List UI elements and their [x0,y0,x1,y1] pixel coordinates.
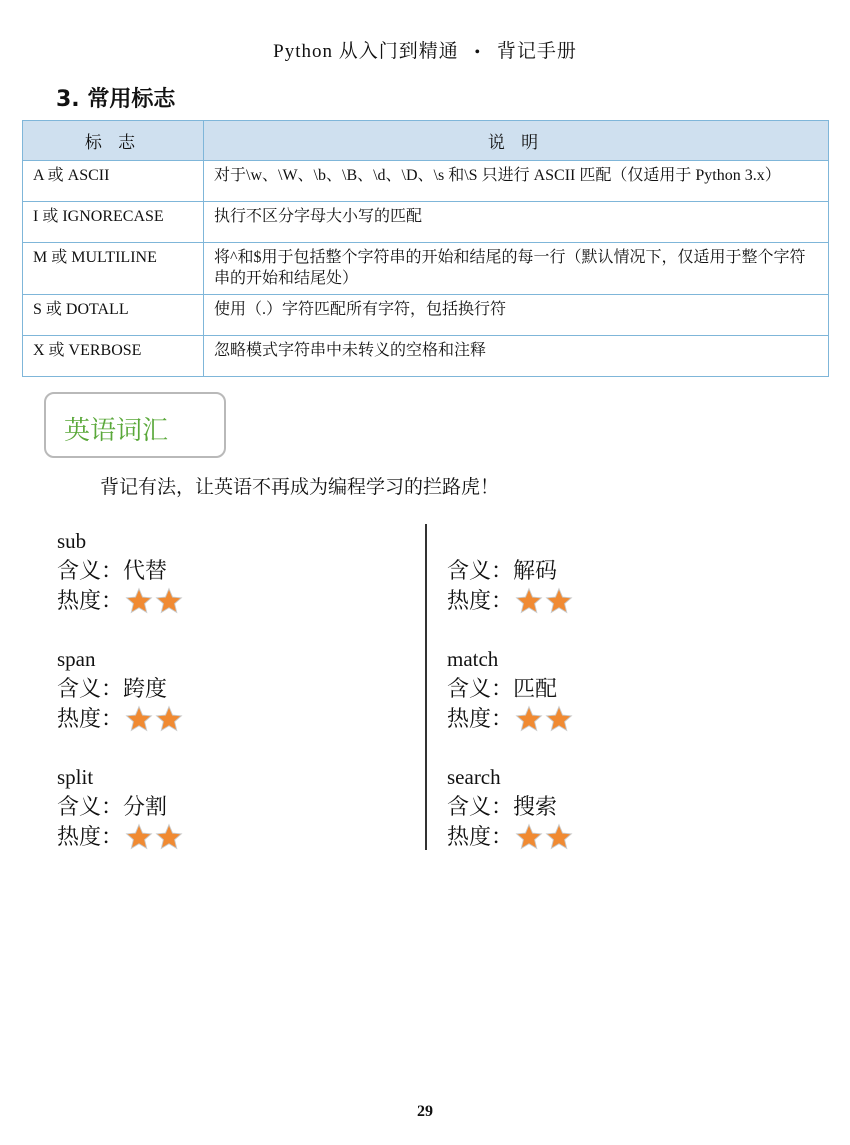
word-entry [57,762,417,852]
meaning-label: 含义： [57,794,124,819]
heat-stars [515,823,575,851]
heat-stars [125,705,185,733]
table-row [23,202,829,243]
description-cell: 执行不区分字母大小写的匹配 [204,202,829,243]
meaning-value: 搜索 [513,794,558,819]
star-icon [125,705,153,733]
flag-cell: X 或 VERBOSE [23,336,204,377]
word-entry [447,526,807,616]
flag-cell: A 或 ASCII [23,161,204,202]
meaning-row [447,674,807,704]
book-subtitle: 背记手册 [496,41,577,62]
meaning-row [57,792,417,822]
meaning-label: 含义： [57,558,124,583]
heat-row [447,586,807,616]
star-icon [515,705,543,733]
word-term [447,526,807,556]
heat-row [447,704,807,734]
meaning-label: 含义： [447,558,514,583]
word-entry [447,762,807,852]
star-icon [545,705,573,733]
meaning-label: 含义： [447,794,514,819]
heat-label: 热度： [447,824,514,849]
heat-stars [515,705,575,733]
meaning-row [447,792,807,822]
description-cell: 忽略模式字符串中未转义的空格和注释 [204,336,829,377]
word-term: sub [57,529,87,553]
star-icon [155,587,183,615]
page-header [0,36,850,63]
table-row [23,295,829,336]
column-header-flag: 标 志 [23,121,204,161]
heat-row [57,586,417,616]
heat-stars [125,823,185,851]
meaning-value: 匹配 [513,676,558,701]
heat-label: 热度： [57,588,124,613]
meaning-row [57,556,417,586]
heat-row [57,822,417,852]
section-title: 3. 常用标志 [56,87,176,112]
heat-stars [125,587,185,615]
table-row [23,161,829,202]
star-icon [545,823,573,851]
heat-label: 热度： [447,706,514,731]
column-divider [425,524,427,850]
word-term: search [447,765,501,789]
description-cell: 对于\w、\W、\b、\B、\d、\D、\s 和\S 只进行 ASCII 匹配（仅适用于 Python 3.x） [204,161,829,202]
meaning-label: 含义： [447,676,514,701]
table-header-row [23,121,829,161]
star-icon [155,823,183,851]
word-term: span [57,647,96,671]
star-icon [125,823,153,851]
word-entry [57,644,417,734]
table-row [23,336,829,377]
meaning-value: 跨度 [123,676,168,701]
word-term: split [57,765,94,789]
meaning-label: 含义： [57,676,124,701]
flag-cell: M 或 MULTILINE [23,243,204,295]
book-title: Python 从入门到精通 [273,41,459,62]
word-entry [57,526,417,616]
flags-table [22,120,829,377]
heat-label: 热度： [57,706,124,731]
heat-row [447,822,807,852]
page-number: 29 [417,1103,433,1120]
table-row [23,243,829,295]
star-icon [545,587,573,615]
word-entry [447,644,807,734]
word-term: match [447,647,499,671]
description-cell: 将^和$用于包括整个字符串的开始和结尾的每一行（默认情况下，仅适用于整个字符串的开始和结尾处） [204,243,829,295]
heat-stars [515,587,575,615]
vocab-section-label [44,392,226,458]
star-icon [155,705,183,733]
meaning-row [57,674,417,704]
header-bullet: • [474,44,482,61]
star-icon [125,587,153,615]
meaning-value: 分割 [123,794,168,819]
meaning-value: 解码 [513,558,558,583]
heat-label: 热度： [57,824,124,849]
description-cell: 使用（.）字符匹配所有字符，包括换行符 [204,295,829,336]
flag-cell: I 或 IGNORECASE [23,202,204,243]
flag-cell: S 或 DOTALL [23,295,204,336]
vocab-title: 英语词汇 [64,416,169,446]
heat-label: 热度： [447,588,514,613]
star-icon [515,823,543,851]
star-icon [515,587,543,615]
heat-row [57,704,417,734]
meaning-value: 代替 [123,558,168,583]
column-header-description: 说 明 [204,121,829,161]
meaning-row [447,556,807,586]
vocab-intro: 背记有法，让英语不再成为编程学习的拦路虎！ [100,477,500,498]
